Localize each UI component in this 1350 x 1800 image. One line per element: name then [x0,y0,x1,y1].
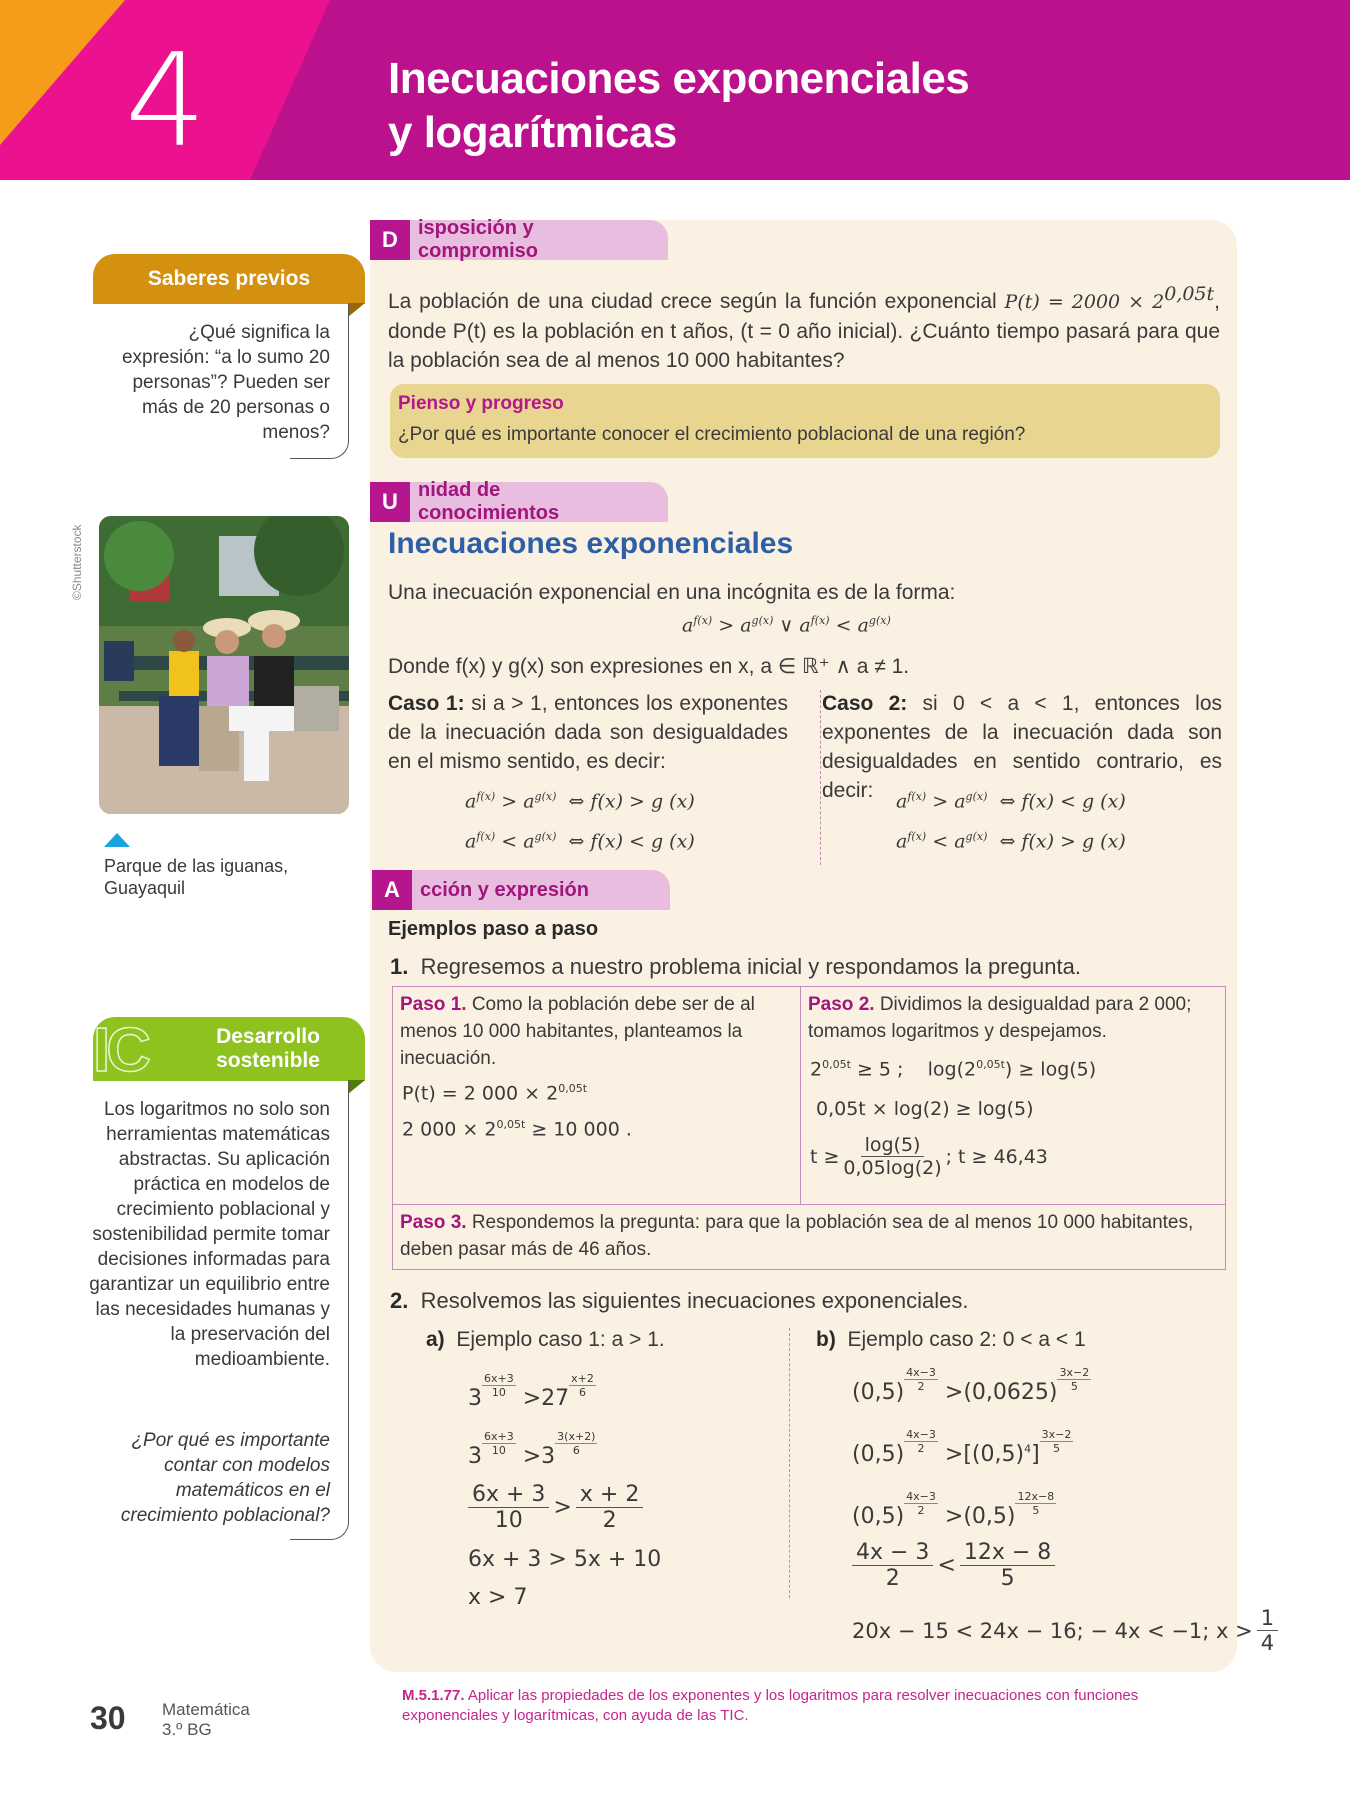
paso2-eq2: 0,05t × log(2) ≥ log(5) [816,1098,1034,1120]
desarrollo-sostenible-tab [93,1017,365,1081]
paso2-label: Paso 2. [808,994,875,1015]
section-label: isposición y compromiso [410,220,668,260]
caso1-rule2: $a^{f(x)} < a^{g(x)}$ ⇔ f(x) < g (x) [465,830,695,853]
exp-g: g(x) [751,614,774,627]
problem-statement [388,280,1220,375]
caso2-rule1-rhs: ⇔ f(x) < g (x) [999,790,1126,813]
saberes-previos-title: Saberes previos [147,267,311,290]
problem-formula-exp: 0,05t [1164,283,1215,305]
section-label: nidad de conocimientos [410,482,668,522]
photo-credit: ©Shutterstock [70,524,84,600]
example-b-step2: (0,5) $\frac{4x-3}{2}$ $>[(0,5)^4]$ $\frac{3x-2}{5}$ [852,1428,1072,1467]
paso3-body: Respondemos la pregunta: para que la población sea de al menos 10 000 habitantes, deben pasar más de 46 años. [400,1212,1194,1260]
example-a-step2: 3 $\frac{6x+3}{10}$ >3 $\frac{3(x+2)}{6}$ [468,1430,596,1469]
example-a-step5: x > 7 [468,1585,528,1610]
park-photo [99,516,349,814]
grade: 3.º BG [162,1720,212,1739]
base-a: a [799,614,811,637]
general-form [682,614,891,636]
caso2-text [822,689,1222,805]
caso1-rule2-rhs: ⇔ f(x) < g (x) [568,830,695,853]
photo-caption [104,855,288,899]
photo-caption-line1: Parque de las iguanas, [104,856,289,876]
caption-triangle-icon [104,833,130,847]
item1-text: Regresemos a nuestro problema inicial y respondamos la pregunta. [420,954,1081,979]
page-number: 30 [90,1700,126,1736]
section-letter: U [370,482,410,522]
item2-number: 2. [390,1288,409,1313]
paso1-body: Como la población debe ser de al menos 10 000 habitantes, planteamos la inecuación. [400,994,755,1069]
caso1-body: si a > 1, entonces los exponentes de la inecuación dada son desigualdades en el mismo sentido, es decir: [388,692,788,773]
park-photo-illustration [99,516,349,814]
pienso-title: Pienso y progreso [398,393,564,414]
desarrollo-title-line1: Desarrollo [216,1025,320,1048]
paso2-eq1: $2^{0,05t} \ge 5$ ; $\log(2^{0,05t}) \ge \log(5)$ [810,1058,1097,1081]
item2-text: Resolvemos las siguientes inecuaciones exponenciales. [420,1288,969,1313]
donde-text: Donde f(x) y g(x) son expresiones en x, a ∈ ℝ⁺ ∧ a ≠ 1. [388,655,910,678]
paso3-text [400,1209,1210,1263]
chapter-title-line2: y logarítmicas [388,108,677,157]
section-disposicion-tab [370,217,668,262]
caso2-rule1: $a^{f(x)} > a^{g(x)}$ ⇔ f(x) < g (x) [896,790,1126,813]
section-letter: D [370,220,410,260]
caso2-rule2: $a^{f(x)} < a^{g(x)}$ ⇔ f(x) > g (x) [896,830,1126,853]
base-a: a [682,614,694,637]
caso1-label: Caso 1: [388,692,465,715]
example-a-step1: 3 $\frac{6x+3}{10}$ >27 $\frac{x+2}{6}$ [468,1372,594,1411]
base-a: a [740,614,752,637]
paso2-body: Dividimos la desigualdad para 2 000; tomamos logaritmos y despejamos. [808,994,1192,1042]
example-a-step4: 6x + 3 > 5x + 10 [468,1547,662,1572]
section-letter: A [372,870,412,910]
chapter-number: 4 [125,27,207,176]
paso2-eq3: t ≥ $\frac{\log(5)}{0,05\log(2)}$ ; t ≥ 46,43 [810,1134,1048,1179]
example-b-step5: 20x − 15 < 24x − 16; − 4x < −1; x > $\frac{1}{4}$ [852,1606,1278,1655]
example-a-label: a) [426,1328,445,1351]
photo-caption-line2: Guayaquil [104,878,186,898]
subject: Matemática [162,1700,250,1719]
caso-divider [820,690,821,865]
section-accion-tab [372,870,670,910]
example-b-label: b) [816,1328,836,1351]
paso2-result: ; t ≥ 46,43 [945,1145,1048,1168]
caso1-rule1: $a^{f(x)} > a^{g(x)}$ ⇔ f(x) > g (x) [465,790,695,813]
desarrollo-text: Los logaritmos no solo son herramientas matemáticas abstractas. Su aplicación práctica en modelos de crecimiento poblacional y sostenibilidad permite tomar decisiones informadas para garantizar un equilibrio entre las necesidades humanas y la preservación del medioambiente. [89,1099,330,1370]
paso2-fraction: $\frac{\log(5)}{0,05\log(2)}$ [843,1134,942,1179]
steps-divider [800,986,801,1204]
exp-f: f(x) [693,614,713,627]
desarrollo-title [183,1025,353,1073]
problem-formula: P(t) = 2000 × 2 [1004,291,1165,313]
item1-number: 1. [390,954,409,979]
desarrollo-title-line2: sostenible [216,1049,320,1072]
intro-text: Una inecuación exponencial en una incógnita es de la forma: [388,581,956,604]
item1 [390,952,1081,981]
paso1-text [400,991,792,1072]
paso1-eq1: P(t) = 2 $000 \times 2^{0,05t}$ [402,1082,588,1105]
example-b-step1: (0,5) $\frac{4x-3}{2}$ >(0,0625) $\frac{3x-2}{5}$ [852,1366,1090,1405]
paso2-text [808,991,1220,1045]
caso1-text [388,689,788,776]
op-gt: > [718,614,735,637]
steps-divider-h [392,1204,1226,1205]
example-b-step3: (0,5) $\frac{4x-3}{2}$ >(0,5) $\frac{12x-8}{5}$ [852,1490,1055,1529]
examples-divider [789,1328,790,1598]
section-label: cción y expresión [412,870,670,910]
caso1-rule1-rhs: ⇔ f(x) > g (x) [568,790,695,813]
ic-badge-icon: IC [93,1017,147,1081]
op-lt: < [835,614,852,637]
chapter-title [388,52,969,160]
paso1-label: Paso 1. [400,994,467,1015]
example-a-title: a) Ejemplo caso 1: a > 1. [426,1328,665,1351]
chapter-header [0,0,1350,180]
op-or: ∨ [779,614,794,637]
caso2-body: si 0 < a < 1, entonces los exponentes de la inecuación dada son desigualdades en sentido contrario, es decir: [822,692,1223,802]
ejemplos-title: Ejemplos paso a paso [388,918,599,940]
caso2-rule2-rhs: ⇔ f(x) > g (x) [999,830,1126,853]
standard-code: M.5.1.77. [402,1687,465,1704]
section-heading: Inecuaciones exponenciales [388,527,794,560]
subject-grade [162,1700,250,1740]
base-a: a [857,614,869,637]
example-b-step4: $\frac{4x - 3}{2}$ < $\frac{12x - 8}{5}$ [852,1540,1055,1591]
problem-text-b: , donde P(t) es la población en t años, (t = 0 año inicial). ¿Cuánto tiempo pasará para que la población sea de al menos 10 000 habitantes? [388,290,1221,372]
paso3-label: Paso 3. [400,1212,467,1233]
desarrollo-fold [348,1080,365,1094]
desarrollo-question: ¿Por qué es importante contar con modelos matemáticos en el crecimiento poblacional? [120,1430,330,1526]
saberes-previos-tab [93,254,365,304]
example-a-step3: $\frac{6x + 3}{10}$ > $\frac{x + 2}{2}$ [468,1482,643,1533]
curriculum-standard [402,1686,1232,1726]
caso2-label: Caso 2: [822,692,908,715]
problem-text-a: La población de una ciudad crece según la función exponencial [388,290,1005,313]
example-b-title: b) Ejemplo caso 2: 0 < a < 1 [816,1328,1086,1351]
pienso-text: ¿Por qué es importante conocer el crecimiento poblacional de una región? [398,424,1026,445]
section-unidad-tab [370,479,668,524]
standard-text: Aplicar las propiedades de los exponentes y los logaritmos para resolver inecuaciones con funciones exponenciales y logarítmicas, con ayuda de las TIC. [402,1687,1139,1724]
exp-f: f(x) [810,614,830,627]
saberes-fold [348,303,365,317]
paso1-eq2: 2 $000 \times 2^{0,05t} \ge 10$ 000 . [402,1118,632,1141]
chapter-title-line1: Inecuaciones exponenciales [388,54,970,103]
item2 [390,1286,968,1315]
exp-g: g(x) [868,614,891,627]
saberes-previos-text: ¿Qué significa la expresión: “a lo sumo 20 personas”? Pueden ser más de 20 personas o menos? [121,322,330,443]
